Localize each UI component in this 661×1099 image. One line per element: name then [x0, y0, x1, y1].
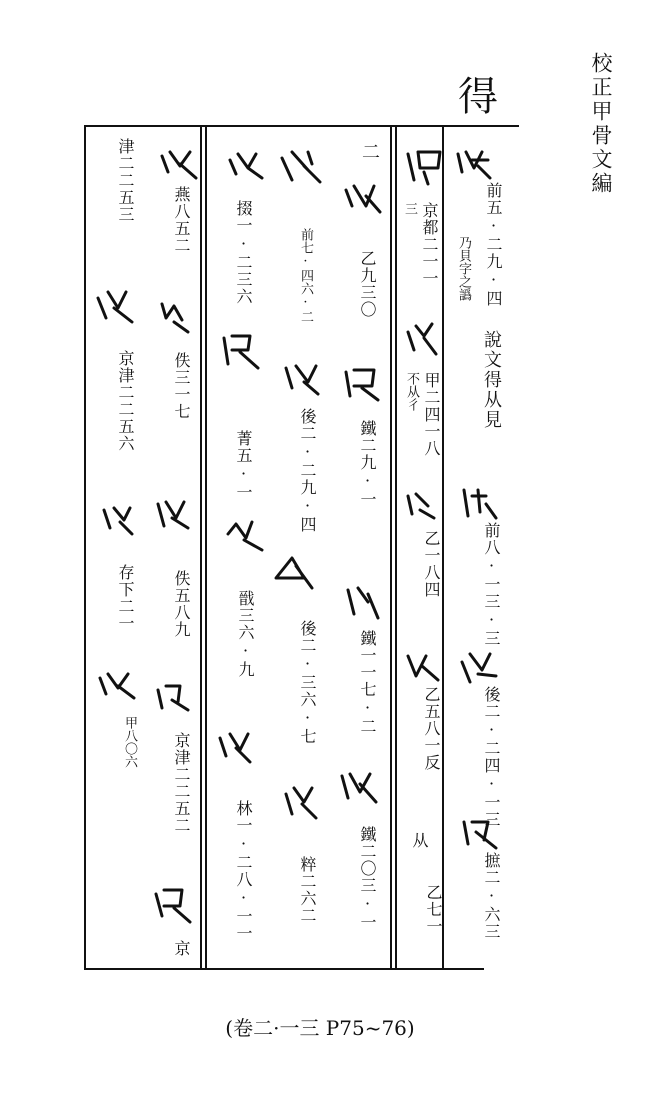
oracle-glyph-icon — [280, 356, 324, 400]
oracle-glyph-icon — [150, 492, 194, 536]
oracle-glyph-icon — [150, 882, 194, 926]
bottom-rule — [84, 968, 484, 970]
entry-source: 摭二·六三 — [482, 852, 501, 940]
oracle-glyph-icon — [92, 284, 136, 328]
oracle-glyph-icon — [222, 514, 266, 558]
oracle-glyph-icon — [456, 482, 500, 526]
oracle-glyph-icon — [452, 142, 496, 186]
entry-source-suffix: 三 — [402, 202, 417, 215]
entry-source: 戩三六·九 — [236, 590, 255, 678]
column-divider — [390, 125, 392, 970]
entry-source: 後二·三六·七 — [298, 620, 317, 745]
oracle-glyph-icon — [152, 294, 196, 338]
top-rule — [84, 125, 519, 127]
entry-source: 佚五八九 — [172, 570, 191, 638]
oracle-glyph-icon — [398, 484, 442, 528]
column-divider — [200, 125, 202, 970]
entry-source: 乙一八四 — [422, 530, 441, 598]
oracle-glyph-icon — [94, 664, 138, 708]
oracle-glyph-icon — [278, 144, 322, 188]
entry-source: 後二·二四·一三 — [482, 686, 501, 828]
column-divider — [395, 125, 397, 970]
entry-source: 林一·二八·一一 — [234, 800, 253, 942]
entry-note: 乃貝字之譌 — [456, 236, 471, 301]
oracle-glyph-icon — [150, 676, 194, 720]
entry-source: 粹二六二 — [298, 856, 317, 924]
entry-source: 鐵一一七·二 — [358, 630, 377, 735]
entry-source: 京津二二五六 — [116, 350, 135, 452]
page-reference-note: (卷二·一三 P75~76) — [225, 1016, 415, 1040]
entry-source: 存下二一 — [116, 564, 135, 632]
oracle-glyph-icon — [278, 780, 322, 824]
entry-commentary: 說文得从見 — [481, 330, 502, 430]
entry-source: 京津二二五二 — [172, 732, 191, 834]
entry-source: 後二·二九·四 — [298, 408, 317, 533]
entry-source: 津二二五三 — [116, 138, 135, 223]
entry-source: 甲八〇六 — [122, 716, 137, 768]
entry-source: 乙七一 — [424, 884, 443, 935]
entry-source: 乙九三〇 — [358, 250, 377, 318]
entry-source: 前八·一三·三 — [482, 522, 501, 647]
entry-source: 燕八五二 — [172, 186, 191, 254]
oracle-glyph-icon — [340, 362, 384, 406]
column-divider — [84, 125, 86, 970]
entry-source: 菁五·一 — [234, 430, 253, 501]
oracle-glyph-icon — [404, 144, 448, 188]
entry-source: 前五·二九·四 — [484, 182, 503, 307]
oracle-glyph-icon — [456, 812, 500, 856]
entry-note: 从 — [410, 832, 429, 849]
oracle-glyph-icon — [336, 764, 380, 808]
entry-number: 二 — [359, 142, 380, 162]
oracle-glyph-icon — [218, 328, 262, 372]
oracle-glyph-icon — [214, 724, 258, 768]
oracle-glyph-icon — [340, 176, 384, 220]
entry-source: 乙五八一反 — [422, 686, 441, 771]
entry-source: 京 — [172, 940, 191, 957]
oracle-glyph-icon — [340, 580, 384, 624]
entry-source: 掇一·二三六 — [234, 200, 253, 305]
head-character: 得 — [458, 74, 498, 120]
oracle-glyph-icon — [156, 142, 200, 186]
column-divider — [205, 125, 207, 970]
oracle-glyph-icon — [272, 552, 316, 596]
book-title: 校正甲骨文編 — [589, 52, 613, 196]
entry-source: 鐵二〇三·一 — [358, 826, 377, 931]
oracle-glyph-icon — [224, 144, 268, 188]
column-divider — [442, 125, 444, 970]
entry-source: 京都二一一 — [420, 202, 439, 287]
entry-note: 不从彳 — [404, 372, 419, 411]
entry-source: 甲二四一八 — [422, 372, 441, 457]
oracle-glyph-icon — [400, 644, 444, 688]
oracle-glyph-icon — [456, 646, 500, 690]
entry-source: 鐵二九·一 — [358, 420, 377, 508]
oracle-glyph-icon — [400, 316, 444, 360]
entry-source: 前七·四六·二 — [298, 228, 313, 323]
oracle-glyph-icon — [96, 498, 140, 542]
entry-source: 佚三一七 — [172, 352, 191, 420]
